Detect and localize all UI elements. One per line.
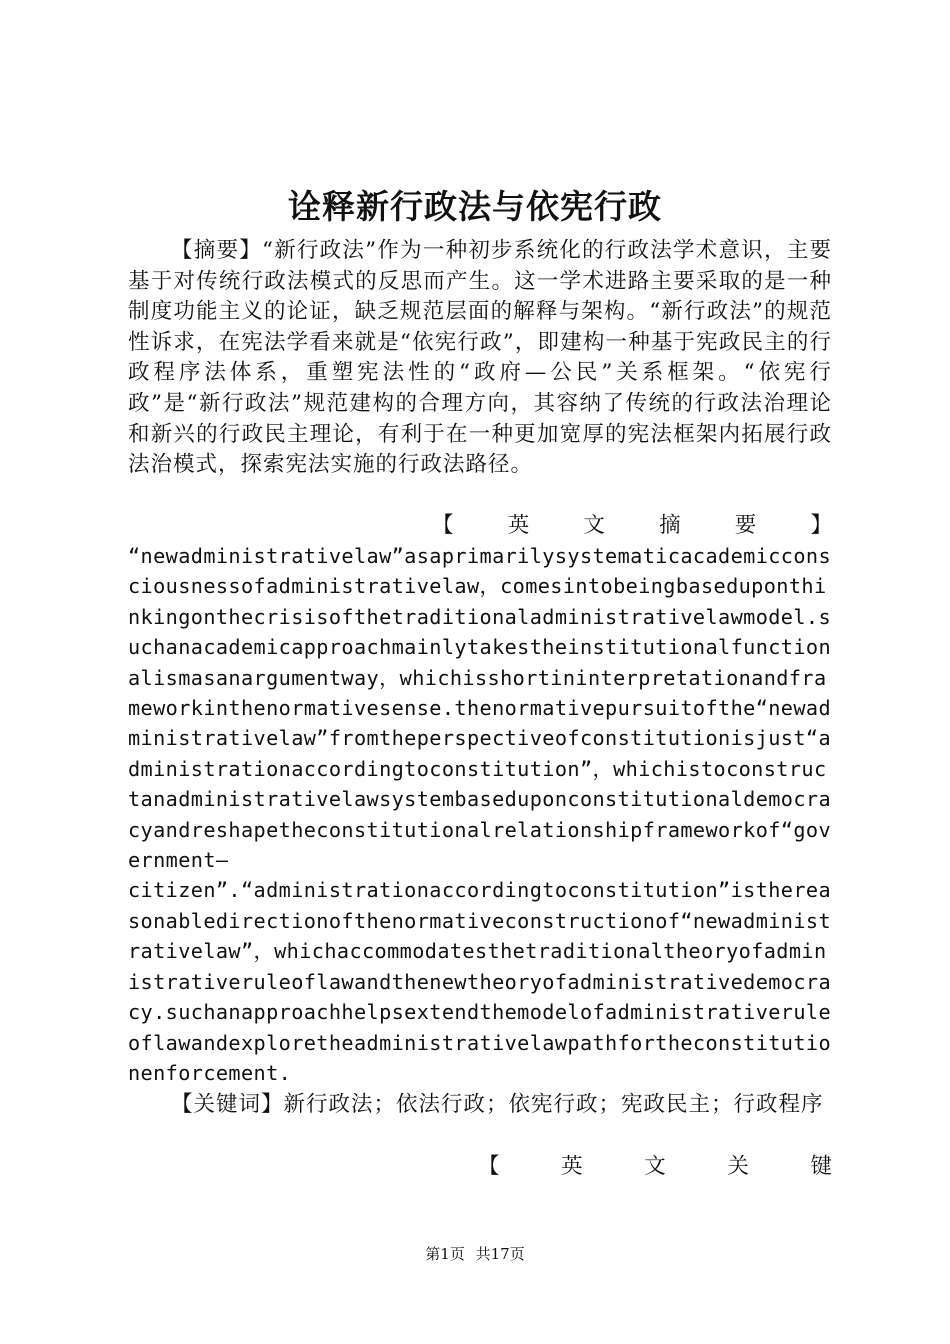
heading-bracket-close: 】 xyxy=(810,513,832,538)
heading-bracket-open: 【 xyxy=(432,513,454,538)
abstract-cn: 【摘要】“新行政法”作为一种初步系统化的行政法学术意识，主要基于对传统行政法模式的反思而产生。这一学术进路主要采取的是一种制度功能主义的论证，缺乏规范层面的解释与架构。“新行政法”的规范性诉求，在宪法学看来就是“依宪行政”，即建构一种基于宪政民主的行政程序法体系，重塑宪法性的“政府—公民”关系框架。“依宪行政”是“新行政法”规范建构的合理方向，其容纳了传统的行政法治理论和新兴的行政民主理论，有利于在一种更加宽厚的宪法框架内拓展行政法治模式，探索宪法实施的行政法路径。 xyxy=(128,238,832,478)
document-title: 诠释新行政法与依宪行政 xyxy=(288,187,662,226)
heading-char: 摘 xyxy=(659,513,681,538)
keywords-cn: 【关键词】新行政法；依法行政；依宪行政；宪政民主；行政程序 xyxy=(171,1092,824,1117)
heading-char: 英 xyxy=(507,513,530,538)
heading-char: 关 xyxy=(727,1154,749,1179)
heading-char: 要 xyxy=(734,513,757,538)
abstract-en xyxy=(128,541,832,1088)
heading-char: 文 xyxy=(583,513,605,538)
english-keywords-heading xyxy=(478,1152,832,1182)
abstract-en-segment: “newadministrativelaw”asaprimarilysystematicacademicconsciousnessofadministrativelaw，comesintobeingbaseduponthinkingonthecrisisofthetraditionaladministrativelawmodel.suchanacademicapproachmainlytakestheinstitutionalfunctionalismasanargumentway，whichisshortininterpretationandframeworkinthenormativesense.thenormativepursuitofthe“newadministrativelaw”fromtheperspectiveofconstitutionisjust“administrationaccordingtoconstitution”，whichistoconstructanadministrativelawsystembaseduponconstitutionaldemocracyandreshapetheconstitutionalrelationshipframeworkof“government— xyxy=(128,544,832,873)
heading-char: 文 xyxy=(644,1154,666,1179)
heading-bracket-open: 【 xyxy=(478,1154,500,1179)
abstract-en-segment: citizen”.“administrationaccordingtoconstitution”isthereasonabledirectionofthenormativeconstructionof“newadministrativelaw”，whichaccommodatesthetraditionaltheoryofadministrativeruleoflawandthenewtheoryofadministrativedemocracy.suchanapproachhelpsextendthemodelofadministrativeruleoflawandexploretheadministrativelawpathfortheconstitutionenforcement. xyxy=(128,878,832,1085)
page-number: 第1页 xyxy=(425,1245,465,1263)
page-total: 共17页 xyxy=(475,1245,525,1263)
page-footer xyxy=(0,1244,950,1264)
heading-char: 键 xyxy=(810,1154,832,1179)
heading-char: 英 xyxy=(561,1154,583,1179)
english-abstract-heading xyxy=(432,511,832,541)
